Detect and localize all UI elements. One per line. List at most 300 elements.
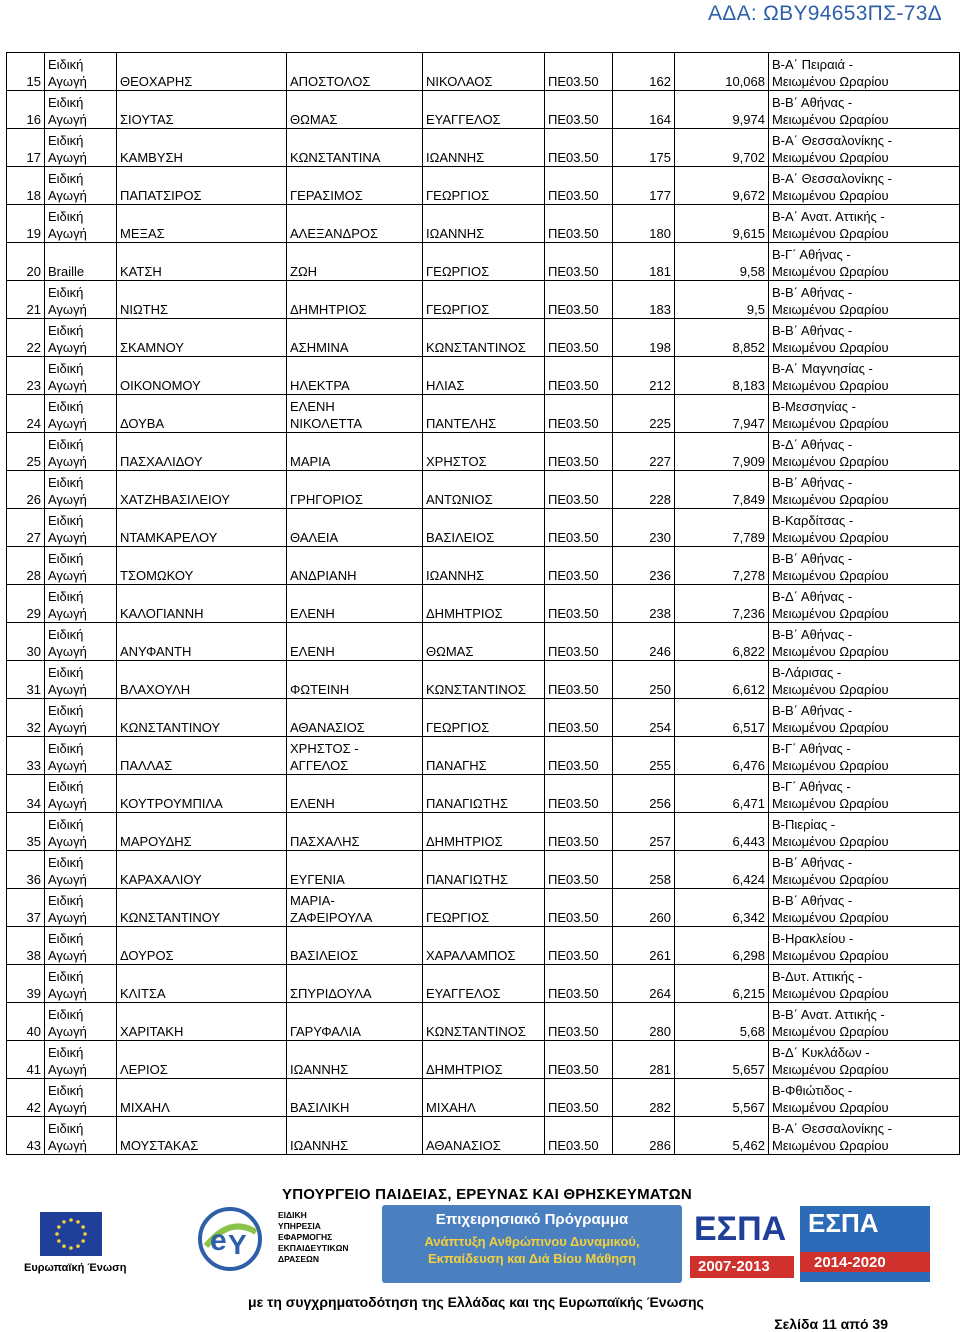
surname-cell: ΚΟΥΤΡΟΥΜΠΙΛΑ <box>117 775 287 813</box>
specialty-cell: Ειδική Αγωγή <box>45 357 117 395</box>
branch-cell: ΠΕ03.50 <box>545 889 613 927</box>
rank-cell: 280 <box>613 1003 675 1041</box>
rank-cell: 183 <box>613 281 675 319</box>
father-name-cell: ΓΕΩΡΓΙΟΣ <box>423 281 545 319</box>
row-number-cell: 40 <box>7 1003 45 1041</box>
table-row <box>7 661 960 699</box>
branch-cell: ΠΕ03.50 <box>545 585 613 623</box>
rank-cell: 261 <box>613 927 675 965</box>
surname-cell: ΜΕΞΑΣ <box>117 205 287 243</box>
score-cell: 9,974 <box>675 91 769 129</box>
father-name-cell: ΘΩΜΑΣ <box>423 623 545 661</box>
placement-cell: Β-Γ΄ Αθήνας - Μειωμένου Ωραρίου <box>769 737 960 775</box>
father-name-cell: ΕΥΑΓΓΕΛΟΣ <box>423 91 545 129</box>
placement-cell: Β-Δυτ. Αττικής - Μειωμένου Ωραρίου <box>769 965 960 1003</box>
branch-cell: ΠΕ03.50 <box>545 851 613 889</box>
placement-cell: Β-Β΄ Αθήνας - Μειωμένου Ωραρίου <box>769 851 960 889</box>
score-cell: 9,58 <box>675 243 769 281</box>
branch-cell: ΠΕ03.50 <box>545 813 613 851</box>
father-name-cell: ΝΙΚΟΛΑΟΣ <box>423 53 545 91</box>
father-name-cell: ΙΩΑΝΝΗΣ <box>423 129 545 167</box>
score-cell: 9,5 <box>675 281 769 319</box>
placement-cell: Β-Α΄ Ανατ. Αττικής - Μειωμένου Ωραρίου <box>769 205 960 243</box>
first-name-cell: ΒΑΣΙΛΕΙΟΣ <box>287 927 423 965</box>
father-name-cell: ΚΩΝΣΤΑΝΤΙΝΟΣ <box>423 661 545 699</box>
placement-cell: Β-Γ΄ Αθήνας - Μειωμένου Ωραρίου <box>769 775 960 813</box>
branch-cell: ΠΕ03.50 <box>545 547 613 585</box>
father-name-cell: ΚΩΝΣΤΑΝΤΙΝΟΣ <box>423 319 545 357</box>
table-row <box>7 1117 960 1155</box>
row-number-cell: 16 <box>7 91 45 129</box>
row-number-cell: 36 <box>7 851 45 889</box>
surname-cell: ΜΟΥΣΤΑΚΑΣ <box>117 1117 287 1155</box>
branch-cell: ΠΕ03.50 <box>545 53 613 91</box>
placement-cell: Β-Β΄ Αθήνας - Μειωμένου Ωραρίου <box>769 889 960 927</box>
table-row <box>7 623 960 661</box>
specialty-cell: Ειδική Αγωγή <box>45 395 117 433</box>
espa1-word: ΕΣΠΑ <box>694 1210 787 1248</box>
placement-cell: Β-Γ΄ Αθήνας - Μειωμένου Ωραρίου <box>769 243 960 281</box>
first-name-cell: ΕΛΕΝΗ <box>287 775 423 813</box>
surname-cell: ΝΤΑΜΚΑΡΕΛΟΥ <box>117 509 287 547</box>
score-cell: 8,852 <box>675 319 769 357</box>
score-cell: 7,236 <box>675 585 769 623</box>
first-name-cell: ΑΠΟΣΤΟΛΟΣ <box>287 53 423 91</box>
father-name-cell: ΠΑΝΑΓΙΩΤΗΣ <box>423 775 545 813</box>
surname-cell: ΒΛΑΧΟΥΛΗ <box>117 661 287 699</box>
score-cell: 7,849 <box>675 471 769 509</box>
father-name-cell: ΕΥΑΓΓΕΛΟΣ <box>423 965 545 1003</box>
branch-cell: ΠΕ03.50 <box>545 357 613 395</box>
placement-cell: Β-Β΄ Αθήνας - Μειωμένου Ωραρίου <box>769 281 960 319</box>
placement-cell: Β-Β΄ Αθήνας - Μειωμένου Ωραρίου <box>769 91 960 129</box>
first-name-cell: ΔΗΜΗΤΡΙΟΣ <box>287 281 423 319</box>
rank-cell: 162 <box>613 53 675 91</box>
score-cell: 7,909 <box>675 433 769 471</box>
branch-cell: ΠΕ03.50 <box>545 965 613 1003</box>
table-row <box>7 395 960 433</box>
score-cell: 7,789 <box>675 509 769 547</box>
espa2-years: 2014-2020 <box>814 1254 886 1271</box>
surname-cell: ΝΙΩΤΗΣ <box>117 281 287 319</box>
score-cell: 6,476 <box>675 737 769 775</box>
first-name-cell: ΚΩΝΣΤΑΝΤΙΝΑ <box>287 129 423 167</box>
branch-cell: ΠΕ03.50 <box>545 319 613 357</box>
branch-cell: ΠΕ03.50 <box>545 167 613 205</box>
specialty-cell: Ειδική Αγωγή <box>45 737 117 775</box>
table-body <box>7 53 960 1155</box>
placement-cell: Β-Λάρισας - Μειωμένου Ωραρίου <box>769 661 960 699</box>
rank-cell: 257 <box>613 813 675 851</box>
first-name-cell: ΧΡΗΣΤΟΣ - ΑΓΓΕΛΟΣ <box>287 737 423 775</box>
placement-cell: Β-Α΄ Θεσσαλονίκης - Μειωμένου Ωραρίου <box>769 167 960 205</box>
row-number-cell: 35 <box>7 813 45 851</box>
specialty-cell: Ειδική Αγωγή <box>45 471 117 509</box>
surname-cell: ΟΙΚΟΝΟΜΟΥ <box>117 357 287 395</box>
eu-star-icon <box>76 1220 80 1224</box>
table-row <box>7 889 960 927</box>
row-number-cell: 20 <box>7 243 45 281</box>
branch-cell: ΠΕ03.50 <box>545 1003 613 1041</box>
father-name-cell: ΔΗΜΗΤΡΙΟΣ <box>423 813 545 851</box>
first-name-cell: ΑΛΕΞΑΝΔΡΟΣ <box>287 205 423 243</box>
table-row <box>7 1041 960 1079</box>
row-number-cell: 25 <box>7 433 45 471</box>
score-cell: 9,702 <box>675 129 769 167</box>
row-number-cell: 28 <box>7 547 45 585</box>
score-cell: 6,471 <box>675 775 769 813</box>
father-name-cell: ΚΩΝΣΤΑΝΤΙΝΟΣ <box>423 1003 545 1041</box>
table-row <box>7 53 960 91</box>
rank-cell: 286 <box>613 1117 675 1155</box>
first-name-cell: ΕΛΕΝΗ ΝΙΚΟΛΕΤΤΑ <box>287 395 423 433</box>
row-number-cell: 31 <box>7 661 45 699</box>
rank-cell: 282 <box>613 1079 675 1117</box>
specialty-cell: Ειδική Αγωγή <box>45 1079 117 1117</box>
surname-cell: ΠΑΠΑΤΣΙΡΟΣ <box>117 167 287 205</box>
rank-cell: 230 <box>613 509 675 547</box>
score-cell: 5,567 <box>675 1079 769 1117</box>
espa2-word: ΕΣΠΑ <box>808 1208 879 1238</box>
father-name-cell: ΔΗΜΗΤΡΙΟΣ <box>423 1041 545 1079</box>
rank-cell: 212 <box>613 357 675 395</box>
score-cell: 6,517 <box>675 699 769 737</box>
specialty-cell: Ειδική Αγωγή <box>45 965 117 1003</box>
table-row <box>7 1079 960 1117</box>
table-row <box>7 699 960 737</box>
surname-cell: ΚΩΝΣΤΑΝΤΙΝΟΥ <box>117 699 287 737</box>
father-name-cell: ΙΩΑΝΝΗΣ <box>423 547 545 585</box>
specialty-cell: Ειδική Αγωγή <box>45 889 117 927</box>
placement-cell: Β-Α΄ Θεσσαλονίκης - Μειωμένου Ωραρίου <box>769 129 960 167</box>
rank-cell: 255 <box>613 737 675 775</box>
surname-cell: ΘΕΟΧΑΡΗΣ <box>117 53 287 91</box>
row-number-cell: 33 <box>7 737 45 775</box>
branch-cell: ΠΕ03.50 <box>545 433 613 471</box>
specialty-cell: Ειδική Αγωγή <box>45 167 117 205</box>
operational-programme-box <box>382 1205 682 1283</box>
branch-cell: ΠΕ03.50 <box>545 91 613 129</box>
father-name-cell: ΓΕΩΡΓΙΟΣ <box>423 699 545 737</box>
score-cell: 6,298 <box>675 927 769 965</box>
svg-text:e: e <box>210 1224 227 1257</box>
table-row <box>7 547 960 585</box>
first-name-cell: ΗΛΕΚΤΡΑ <box>287 357 423 395</box>
first-name-cell: ΙΩΑΝΝΗΣ <box>287 1041 423 1079</box>
table-row <box>7 243 960 281</box>
surname-cell: ΣΙΟΥΤΑΣ <box>117 91 287 129</box>
rank-cell: 281 <box>613 1041 675 1079</box>
specialty-cell: Ειδική Αγωγή <box>45 509 117 547</box>
ministry-title: ΥΠΟΥΡΓΕΙΟ ΠΑΙΔΕΙΑΣ, ΕΡΕΥΝΑΣ ΚΑΙ ΘΡΗΣΚΕΥΜΑΤΩΝ <box>282 1186 692 1203</box>
surname-cell: ΠΑΣΧΑΛΙΔΟΥ <box>117 433 287 471</box>
eu-star-icon <box>81 1239 85 1243</box>
table-row <box>7 91 960 129</box>
rank-cell: 175 <box>613 129 675 167</box>
specialty-cell: Braille <box>45 243 117 281</box>
eu-star-icon <box>69 1218 73 1222</box>
placement-cell: Β-Β΄ Αθήνας - Μειωμένου Ωραρίου <box>769 547 960 585</box>
first-name-cell: ΣΠΥΡΙΔΟΥΛΑ <box>287 965 423 1003</box>
specialty-cell: Ειδική Αγωγή <box>45 91 117 129</box>
eu-star-icon <box>55 1232 59 1236</box>
score-cell: 6,443 <box>675 813 769 851</box>
placement-cell: Β-Δ΄ Κυκλάδων - Μειωμένου Ωραρίου <box>769 1041 960 1079</box>
first-name-cell: ΓΕΡΑΣΙΜΟΣ <box>287 167 423 205</box>
row-number-cell: 34 <box>7 775 45 813</box>
surname-cell: ΚΑΛΟΓΙΑΝΝΗ <box>117 585 287 623</box>
specialty-cell: Ειδική Αγωγή <box>45 813 117 851</box>
father-name-cell: ΑΘΑΝΑΣΙΟΣ <box>423 1117 545 1155</box>
branch-cell: ΠΕ03.50 <box>545 471 613 509</box>
branch-cell: ΠΕ03.50 <box>545 243 613 281</box>
op-title: Επιχειρησιακό Πρόγραμμα <box>435 1211 629 1228</box>
specialty-cell: Ειδική Αγωγή <box>45 585 117 623</box>
branch-cell: ΠΕ03.50 <box>545 775 613 813</box>
specialty-cell: Ειδική Αγωγή <box>45 433 117 471</box>
placement-cell: Β-Β΄ Αθήνας - Μειωμένου Ωραρίου <box>769 471 960 509</box>
specialty-cell: Ειδική Αγωγή <box>45 775 117 813</box>
row-number-cell: 39 <box>7 965 45 1003</box>
eu-star-icon <box>76 1244 80 1248</box>
father-name-cell: ΧΑΡΑΛΑΜΠΟΣ <box>423 927 545 965</box>
surname-cell: ΠΑΛΛΑΣ <box>117 737 287 775</box>
page-number: Σελίδα 11 από 39 <box>774 1316 888 1332</box>
father-name-cell: ΜΙΧΑΗΛ <box>423 1079 545 1117</box>
score-cell: 6,424 <box>675 851 769 889</box>
father-name-cell: ΧΡΗΣΤΟΣ <box>423 433 545 471</box>
branch-cell: ΠΕ03.50 <box>545 129 613 167</box>
espa-2014-logo <box>800 1206 930 1282</box>
placement-cell: Β-Πιερίας - Μειωμένου Ωραρίου <box>769 813 960 851</box>
table-row <box>7 129 960 167</box>
father-name-cell: ΠΑΝΤΕΛΗΣ <box>423 395 545 433</box>
score-cell: 7,278 <box>675 547 769 585</box>
father-name-cell: ΓΕΩΡΓΙΟΣ <box>423 243 545 281</box>
father-name-cell: ΗΛΙΑΣ <box>423 357 545 395</box>
score-cell: 9,672 <box>675 167 769 205</box>
branch-cell: ΠΕ03.50 <box>545 205 613 243</box>
first-name-cell: ΦΩΤΕΙΝΗ <box>287 661 423 699</box>
row-number-cell: 29 <box>7 585 45 623</box>
table-row <box>7 167 960 205</box>
espa1-years: 2007-2013 <box>698 1258 770 1275</box>
rank-cell: 225 <box>613 395 675 433</box>
placement-cell: Β-Β΄ Αθήνας - Μειωμένου Ωραρίου <box>769 319 960 357</box>
surname-cell: ΔΟΥΡΟΣ <box>117 927 287 965</box>
specialty-cell: Ειδική Αγωγή <box>45 281 117 319</box>
first-name-cell: ΘΩΜΑΣ <box>287 91 423 129</box>
father-name-cell: ΓΕΩΡΓΙΟΣ <box>423 167 545 205</box>
specialty-cell: Ειδική Αγωγή <box>45 1041 117 1079</box>
surname-cell: ΜΙΧΑΗΛ <box>117 1079 287 1117</box>
eu-star-icon <box>62 1244 66 1248</box>
placement-cell: Β-Δ΄ Αθήνας - Μειωμένου Ωραρίου <box>769 585 960 623</box>
surname-cell: ΚΑΡΑΧΑΛΙΟΥ <box>117 851 287 889</box>
surname-cell: ΛΕΡΙΟΣ <box>117 1041 287 1079</box>
op-subtitle: Ανάπτυξη Ανθρώπινου Δυναμικού, Εκπαίδευση και Διά Βίου Μάθηση <box>424 1234 640 1266</box>
rank-cell: 256 <box>613 775 675 813</box>
first-name-cell: ΕΛΕΝΗ <box>287 585 423 623</box>
row-number-cell: 23 <box>7 357 45 395</box>
father-name-cell: ΒΑΣΙΛΕΙΟΣ <box>423 509 545 547</box>
table-row <box>7 433 960 471</box>
rank-cell: 264 <box>613 965 675 1003</box>
row-number-cell: 21 <box>7 281 45 319</box>
surname-cell: ΔΟΥΒΑ <box>117 395 287 433</box>
table-row <box>7 851 960 889</box>
first-name-cell: ΓΑΡΥΦΑΛΙΑ <box>287 1003 423 1041</box>
rank-cell: 181 <box>613 243 675 281</box>
specialty-cell: Ειδική Αγωγή <box>45 129 117 167</box>
eu-star-icon <box>83 1232 87 1236</box>
branch-cell: ΠΕ03.50 <box>545 509 613 547</box>
eu-flag-icon <box>40 1212 102 1256</box>
branch-cell: ΠΕ03.50 <box>545 737 613 775</box>
rank-cell: 198 <box>613 319 675 357</box>
eye-text: ΕΙΔΙΚΗ ΥΠΗΡΕΣΙΑ ΕΦΑΡΜΟΓΗΣ ΕΚΠΑΙΔΕΥΤΙΚΩΝ ΔΡΑΣΕΩΝ <box>278 1210 349 1264</box>
eu-star-icon <box>57 1239 61 1243</box>
eu-label: Ευρωπαϊκή Ένωση <box>24 1262 127 1274</box>
first-name-cell: ΓΡΗΓΟΡΙΟΣ <box>287 471 423 509</box>
first-name-cell: ΑΣΗΜΙΝΑ <box>287 319 423 357</box>
personnel-table <box>6 52 960 1155</box>
score-cell: 9,615 <box>675 205 769 243</box>
surname-cell: ΚΩΝΣΤΑΝΤΙΝΟΥ <box>117 889 287 927</box>
placement-cell: Β-Β΄ Αθήνας - Μειωμένου Ωραρίου <box>769 699 960 737</box>
table-row <box>7 927 960 965</box>
score-cell: 6,612 <box>675 661 769 699</box>
score-cell: 6,822 <box>675 623 769 661</box>
row-number-cell: 19 <box>7 205 45 243</box>
score-cell: 5,657 <box>675 1041 769 1079</box>
father-name-cell: ΑΝΤΩΝΙΟΣ <box>423 471 545 509</box>
score-cell: 5,462 <box>675 1117 769 1155</box>
row-number-cell: 30 <box>7 623 45 661</box>
branch-cell: ΠΕ03.50 <box>545 281 613 319</box>
score-cell: 8,183 <box>675 357 769 395</box>
table-row <box>7 471 960 509</box>
table-row <box>7 281 960 319</box>
first-name-cell: ΠΑΣΧΑΛΗΣ <box>287 813 423 851</box>
espa-2007-logo <box>690 1206 794 1282</box>
eu-star-icon <box>81 1225 85 1229</box>
father-name-cell: ΠΑΝΑΓΙΩΤΗΣ <box>423 851 545 889</box>
svg-text:Y: Y <box>228 1229 247 1260</box>
rank-cell: 246 <box>613 623 675 661</box>
table-row <box>7 585 960 623</box>
first-name-cell: ΖΩΗ <box>287 243 423 281</box>
row-number-cell: 26 <box>7 471 45 509</box>
branch-cell: ΠΕ03.50 <box>545 1117 613 1155</box>
surname-cell: ΤΣΟΜΩΚΟΥ <box>117 547 287 585</box>
row-number-cell: 17 <box>7 129 45 167</box>
table-row <box>7 357 960 395</box>
placement-cell: Β-Α΄ Θεσσαλονίκης - Μειωμένου Ωραρίου <box>769 1117 960 1155</box>
specialty-cell: Ειδική Αγωγή <box>45 1117 117 1155</box>
first-name-cell: ΘΑΛΕΙΑ <box>287 509 423 547</box>
branch-cell: ΠΕ03.50 <box>545 395 613 433</box>
rank-cell: 164 <box>613 91 675 129</box>
row-number-cell: 15 <box>7 53 45 91</box>
table-row <box>7 813 960 851</box>
score-cell: 5,68 <box>675 1003 769 1041</box>
table-row <box>7 775 960 813</box>
first-name-cell: ΕΛΕΝΗ <box>287 623 423 661</box>
row-number-cell: 38 <box>7 927 45 965</box>
rank-cell: 254 <box>613 699 675 737</box>
row-number-cell: 24 <box>7 395 45 433</box>
placement-cell: Β-Β΄ Αθήνας - Μειωμένου Ωραρίου <box>769 623 960 661</box>
rank-cell: 258 <box>613 851 675 889</box>
surname-cell: ΜΑΡΟΥΔΗΣ <box>117 813 287 851</box>
eye-logo-icon <box>196 1206 266 1272</box>
table-row <box>7 319 960 357</box>
rank-cell: 228 <box>613 471 675 509</box>
specialty-cell: Ειδική Αγωγή <box>45 661 117 699</box>
father-name-cell: ΓΕΩΡΓΙΟΣ <box>423 889 545 927</box>
branch-cell: ΠΕ03.50 <box>545 699 613 737</box>
first-name-cell: ΕΥΓΕΝΙΑ <box>287 851 423 889</box>
placement-cell: Β-Καρδίτσας - Μειωμένου Ωραρίου <box>769 509 960 547</box>
specialty-cell: Ειδική Αγωγή <box>45 319 117 357</box>
placement-cell: Β-Β΄ Ανατ. Αττικής - Μειωμένου Ωραρίου <box>769 1003 960 1041</box>
first-name-cell: ΒΑΣΙΛΙΚΗ <box>287 1079 423 1117</box>
placement-cell: Β-Δ΄ Αθήνας - Μειωμένου Ωραρίου <box>769 433 960 471</box>
branch-cell: ΠΕ03.50 <box>545 1041 613 1079</box>
eu-star-icon <box>69 1246 73 1250</box>
eu-star-icon <box>57 1225 61 1229</box>
table-row <box>7 737 960 775</box>
first-name-cell: ΜΑΡΙΑ <box>287 433 423 471</box>
row-number-cell: 18 <box>7 167 45 205</box>
surname-cell: ΚΑΜΒΥΣΗ <box>117 129 287 167</box>
rank-cell: 236 <box>613 547 675 585</box>
surname-cell: ΑΝΥΦΑΝΤΗ <box>117 623 287 661</box>
placement-cell: Β-Α΄ Πειραιά - Μειωμένου Ωραρίου <box>769 53 960 91</box>
surname-cell: ΧΑΤΖΗΒΑΣΙΛΕΙΟΥ <box>117 471 287 509</box>
specialty-cell: Ειδική Αγωγή <box>45 699 117 737</box>
first-name-cell: ΑΝΔΡΙΑΝΗ <box>287 547 423 585</box>
first-name-cell: ΙΩΑΝΝΗΣ <box>287 1117 423 1155</box>
specialty-cell: Ειδική Αγωγή <box>45 1003 117 1041</box>
table-row <box>7 205 960 243</box>
score-cell: 6,215 <box>675 965 769 1003</box>
row-number-cell: 42 <box>7 1079 45 1117</box>
father-name-cell: ΙΩΑΝΝΗΣ <box>423 205 545 243</box>
rank-cell: 177 <box>613 167 675 205</box>
table-row <box>7 1003 960 1041</box>
rank-cell: 238 <box>613 585 675 623</box>
specialty-cell: Ειδική Αγωγή <box>45 927 117 965</box>
rank-cell: 180 <box>613 205 675 243</box>
rank-cell: 227 <box>613 433 675 471</box>
row-number-cell: 27 <box>7 509 45 547</box>
score-cell: 10,068 <box>675 53 769 91</box>
father-name-cell: ΔΗΜΗΤΡΙΟΣ <box>423 585 545 623</box>
father-name-cell: ΠΑΝΑΓΗΣ <box>423 737 545 775</box>
rank-cell: 250 <box>613 661 675 699</box>
score-cell: 7,947 <box>675 395 769 433</box>
rank-cell: 260 <box>613 889 675 927</box>
branch-cell: ΠΕ03.50 <box>545 1079 613 1117</box>
surname-cell: ΚΑΤΣΗ <box>117 243 287 281</box>
surname-cell: ΣΚΑΜΝΟΥ <box>117 319 287 357</box>
row-number-cell: 37 <box>7 889 45 927</box>
first-name-cell: ΜΑΡΙΑ- ΖΑΦΕΙΡΟΥΛΑ <box>287 889 423 927</box>
table-row <box>7 509 960 547</box>
table-row <box>7 965 960 1003</box>
